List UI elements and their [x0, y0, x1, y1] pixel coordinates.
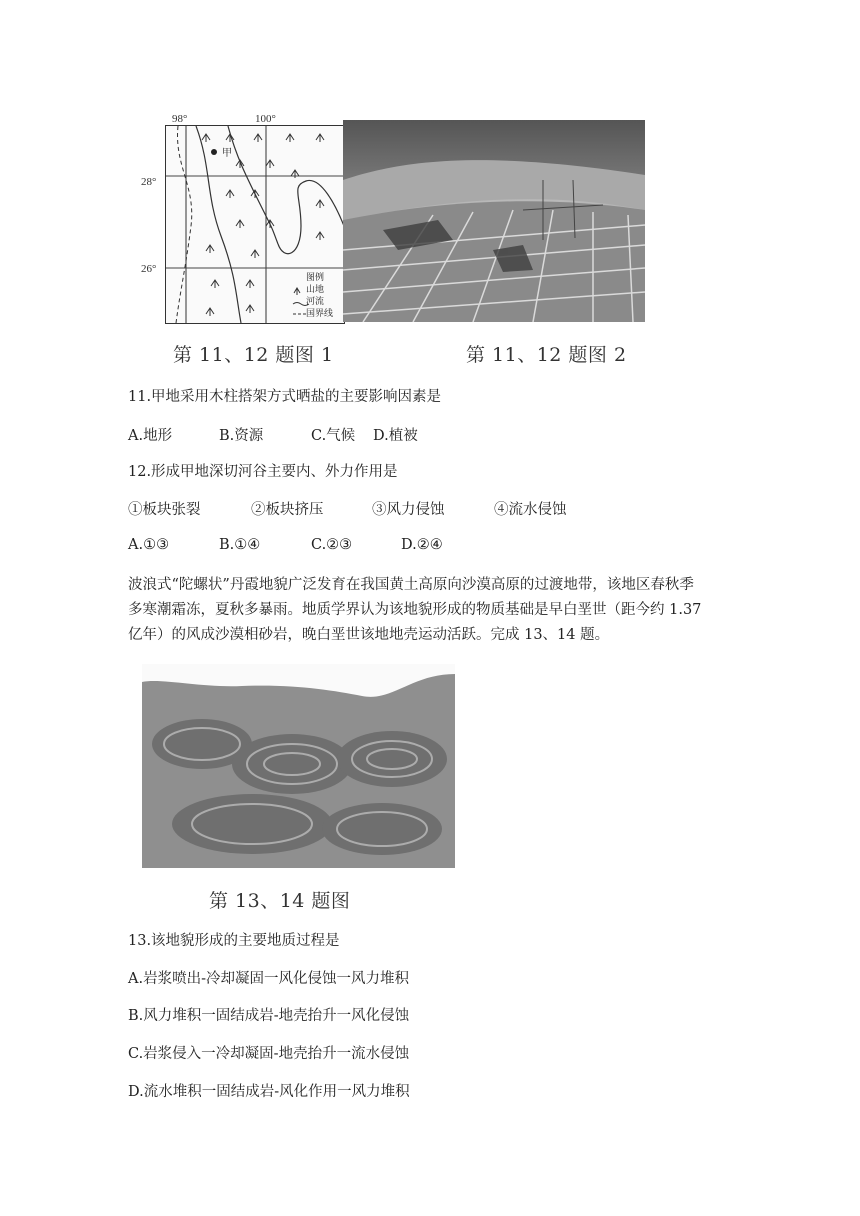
- legend-item-river: 河流: [306, 297, 325, 307]
- passage-line-3: 亿年）的风成沙漠相砂岩，晚白垩世该地地壳运动活跃。完成 13、14 题。: [128, 627, 610, 643]
- q12-stem: 12.形成甲地深切河谷主要内、外力作用是: [128, 464, 398, 480]
- q11-option-d[interactable]: D.植被: [373, 428, 418, 444]
- q12-option-d[interactable]: D.②④: [401, 537, 443, 553]
- q12-option-c[interactable]: C.②③: [311, 537, 353, 553]
- q12-item-3: ③风力侵蚀: [372, 502, 445, 518]
- passage-line-1: 波浪式“陀螺状”丹霞地貌广泛发育在我国黄土高原向沙漠高原的过渡地带，该地区春秋季: [128, 577, 694, 593]
- q12-option-b[interactable]: B.①④: [219, 537, 261, 553]
- lat-label-26: 26°: [141, 263, 157, 275]
- q12-item-4: ④流水侵蚀: [494, 502, 567, 518]
- q11-option-a[interactable]: A.地形: [128, 428, 173, 444]
- q13-option-c[interactable]: C.岩浆侵入一冷却凝固-地壳抬升一流水侵蚀: [128, 1046, 410, 1062]
- lon-label-98: 98°: [172, 113, 188, 125]
- lat-label-28: 28°: [141, 176, 157, 188]
- danxia-landform-photo: [142, 664, 455, 868]
- legend-item-border: 国界线: [306, 309, 334, 319]
- q12-items: [128, 498, 567, 519]
- salt-field-photo: [343, 120, 645, 322]
- q13-option-b[interactable]: B.风力堆积一固结成岩-地壳抬升一风化侵蚀: [128, 1008, 410, 1024]
- location-map: [165, 125, 345, 324]
- q13-stem: 13.该地貌形成的主要地质过程是: [128, 933, 340, 949]
- q11-stem: 11.甲地采用木柱搭架方式晒盐的主要影响因素是: [128, 389, 442, 405]
- q12-item-1: ①板块张裂: [128, 502, 201, 518]
- figure1-caption-left: 第 11、12 题图 1: [173, 344, 334, 366]
- q12-item-2: ②板块挤压: [251, 502, 324, 518]
- national-border-line: [176, 126, 192, 323]
- passage-line-2: 多寒潮霜冻，夏秋多暴雨。地质学界认为该地貌形成的物质基础是早白垩世（距今约 1.37: [128, 602, 702, 618]
- q12-option-a[interactable]: A.①③: [128, 537, 170, 553]
- q11-option-c[interactable]: C.气候: [311, 428, 356, 444]
- figure2-caption: 第 13、14 题图: [209, 890, 351, 912]
- place-label: 甲: [222, 148, 232, 159]
- figure1-caption-right: 第 11、12 题图 2: [466, 344, 627, 366]
- legend-title: 图例: [306, 273, 325, 283]
- lon-label-100: 100°: [255, 113, 276, 125]
- place-marker: [211, 149, 217, 155]
- q12-options: [128, 537, 443, 553]
- q13-option-a[interactable]: A.岩浆喷出-冷却凝固一风化侵蚀一风力堆积: [128, 971, 409, 987]
- q13-option-d[interactable]: D.流水堆积一固结成岩-风化作用一风力堆积: [128, 1084, 410, 1100]
- q11-options: [128, 424, 418, 445]
- legend-item-mountain: 山地: [306, 285, 325, 295]
- q11-option-b[interactable]: B.资源: [219, 428, 264, 444]
